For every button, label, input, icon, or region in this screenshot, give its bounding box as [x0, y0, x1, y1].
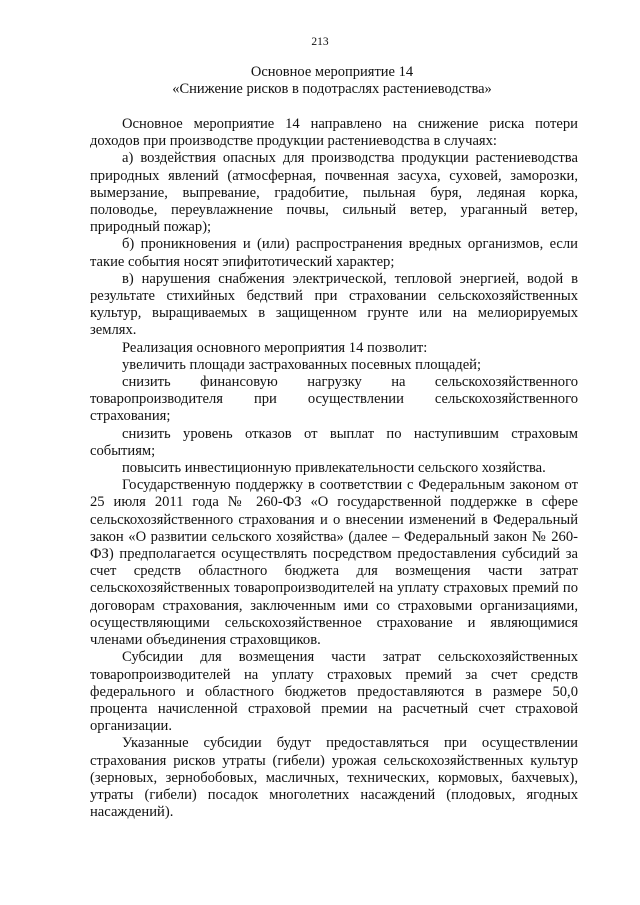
paragraph: увеличить площади застрахованных посевных площадей; [122, 356, 482, 373]
paragraph: Основное мероприятие 14 направлено на снижение риска потери доходов при производстве продукции растениеводства в случаях: [90, 116, 578, 150]
paragraph: Субсидии для возмещения части затрат сельскохозяйственных товаропроизводителей на уплату страховых премий за счет средств федерального и областного бюджетов предоставляются в размере 50,0 процента начисленной страховой премии на расчетный счет страховой организации. [90, 649, 578, 735]
paragraph: в) нарушения снабжения электрической, тепловой энергией, водой в результате стихийных бедствий при страховании сельскохозяйственных культур, выращиваемых в защищенном грунте или на мелиорируемых землях. [90, 270, 578, 339]
heading-line-subtitle: «Снижение рисков в подотраслях растениеводства» [172, 81, 492, 97]
paragraph: б) проникновения и (или) распространения вредных организмов, если такие события носят эпифитотический характер; [90, 236, 578, 270]
paragraph: повысить инвестиционную привлекательности сельского хозяйства. [122, 460, 546, 477]
paragraph: Государственную поддержку в соответствии с Федеральным законом от 25 июля 2011 года № 260-ФЗ «О государственной поддержке в сфере сельскохозяйственного страхования и о внесении изменений в Федеральный закон «О развитии сельского хозяйства» (далее – Федеральный закон № 260-ФЗ) предполагается осуществлять посредством предоставления субсидий за счет средств областного бюджета для возмещения части затрат сельскохозяйственных товаропроизводителей на уплату страховых премий по договорам страхования, заключенным ими со страховыми организациями, осуществляющими сельскохозяйственное страхование и являющимися членами объединения страховщиков. [90, 477, 578, 649]
paragraph: а) воздействия опасных для производства продукции растениеводства природных явлений (атмосферная, почвенная засуха, суховей, заморозки, вымерзание, выпревание, градобитие, пыльная буря, ледяная корка, половодье, переувлажнение почвы, сильный ветер, ураганный ветер, природный пожар); [90, 150, 578, 236]
heading-line-title: Основное мероприятие 14 [250, 64, 414, 80]
section-heading [120, 64, 544, 98]
paragraph: Указанные субсидии будут предоставляться при осуществлении страхования рисков утраты (гибели) урожая сельскохозяйственных культур (зерновых, зернобобовых, масличных, технических, кормовых, бахчевых), утраты (гибели) посадок многолетних насаждений (плодовых, ягодных насаждений). [90, 735, 578, 821]
body-text [90, 116, 578, 821]
paragraph: Реализация основного мероприятия 14 позволит: [122, 339, 428, 356]
paragraph: снизить финансовую нагрузку на сельскохозяйственного товаропроизводителя при осуществлении сельскохозяйственного страхования; [90, 374, 578, 425]
paragraph: снизить уровень отказов от выплат по наступившим страховым событиям; [90, 425, 578, 459]
page-number: 213 [311, 36, 329, 48]
